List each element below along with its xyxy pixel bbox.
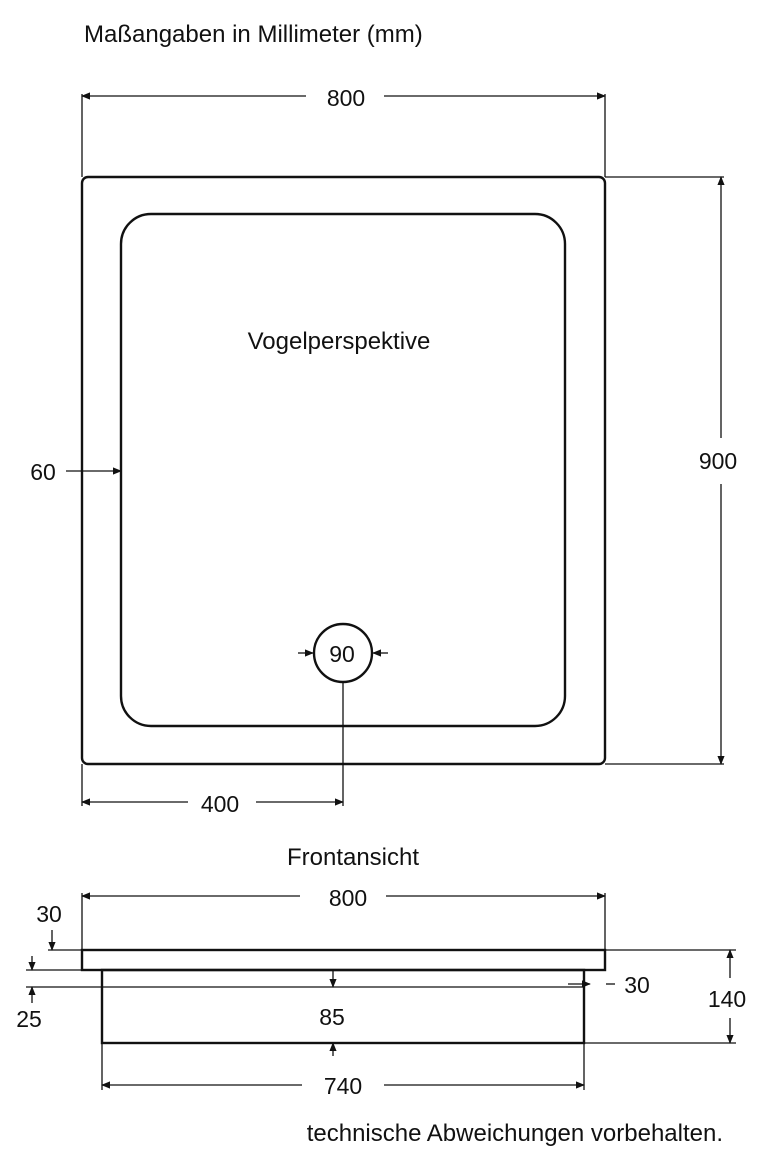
- footer-note: technische Abweichungen vorbehalten.: [306, 1120, 723, 1147]
- top-view-label: Vogelperspektive: [247, 328, 431, 355]
- rim-offset-label: 25: [16, 1006, 42, 1032]
- front-view-label: Frontansicht: [286, 844, 420, 871]
- inner-step-label: 30: [624, 972, 650, 998]
- total-height-label: 140: [707, 986, 747, 1012]
- tray-outline: [82, 177, 605, 764]
- page-title: Maßangaben in Millimeter (mm): [84, 21, 423, 48]
- front-view: [16, 844, 746, 1099]
- rim-plate: [82, 950, 605, 970]
- body-height-label: 85: [319, 1004, 345, 1030]
- depth-dim-label: 900: [698, 448, 738, 474]
- top-view: [30, 85, 737, 817]
- base-width-label: 740: [323, 1073, 363, 1099]
- rim-thickness-label: 30: [36, 901, 62, 927]
- drain-diameter-label: 90: [329, 641, 355, 667]
- rim-dim-label: 60: [30, 459, 56, 485]
- front-width-dim-label: 800: [328, 885, 368, 911]
- drain-offset-label: 400: [200, 791, 240, 817]
- width-dim-label: 800: [326, 85, 366, 111]
